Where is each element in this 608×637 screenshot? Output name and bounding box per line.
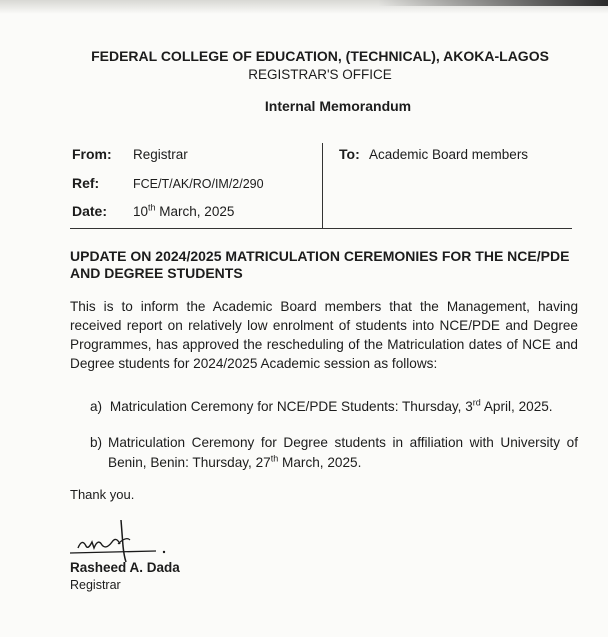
office-name: REGISTRAR'S OFFICE [248, 67, 392, 82]
header-bottom-rule [70, 228, 572, 229]
signatory-name: Rasheed A. Dada [70, 560, 180, 575]
list-marker: b) [90, 435, 103, 450]
from-value: Registrar [133, 147, 188, 162]
list-item-text: Matriculation Ceremony for NCE/PDE Students: Thursday, 3rd April, 2025. [109, 397, 553, 414]
closing-text: Thank you. [70, 487, 135, 502]
list-marker: a) [90, 399, 103, 414]
list-item [90, 397, 553, 417]
signature-scribble [68, 518, 178, 566]
institution-name: FEDERAL COLLEGE OF EDUCATION, (TECHNICAL), AKOKA-LAGOS [91, 48, 549, 64]
list-item-text: Matriculation Ceremony for Degree students in affiliation with University of Benin, Benin: Thursday, 27th March, 2025. [108, 435, 578, 470]
scan-top-edge [0, 0, 608, 14]
header-column-divider [322, 143, 323, 228]
date-value: 10th March, 2025 [133, 202, 235, 219]
ref-value: FCE/T/AK/RO/IM/2/290 [133, 177, 264, 191]
list-item [90, 433, 578, 473]
ref-label: Ref: [72, 175, 100, 191]
memo-body-paragraph: This is to inform the Academic Board members that the Management, having received report on relatively low enrolment of students into NCE/PDE and Degree Programmes, has approved the rescheduling of the Matriculation dates of NCE and Degree students for 2024/2025 Academic session as follows: [70, 299, 578, 371]
from-label: From: [72, 146, 112, 162]
memo-subject: UPDATE ON 2024/2025 MATRICULATION CEREMONIES FOR THE NCE/PDE AND DEGREE STUDENTS [70, 248, 570, 281]
memo-type-title: Internal Memorandum [264, 98, 412, 114]
to-label: To: [339, 146, 360, 162]
to-value: Academic Board members [369, 147, 529, 162]
date-label: Date: [72, 203, 108, 219]
signatory-title: Registrar [70, 578, 121, 592]
